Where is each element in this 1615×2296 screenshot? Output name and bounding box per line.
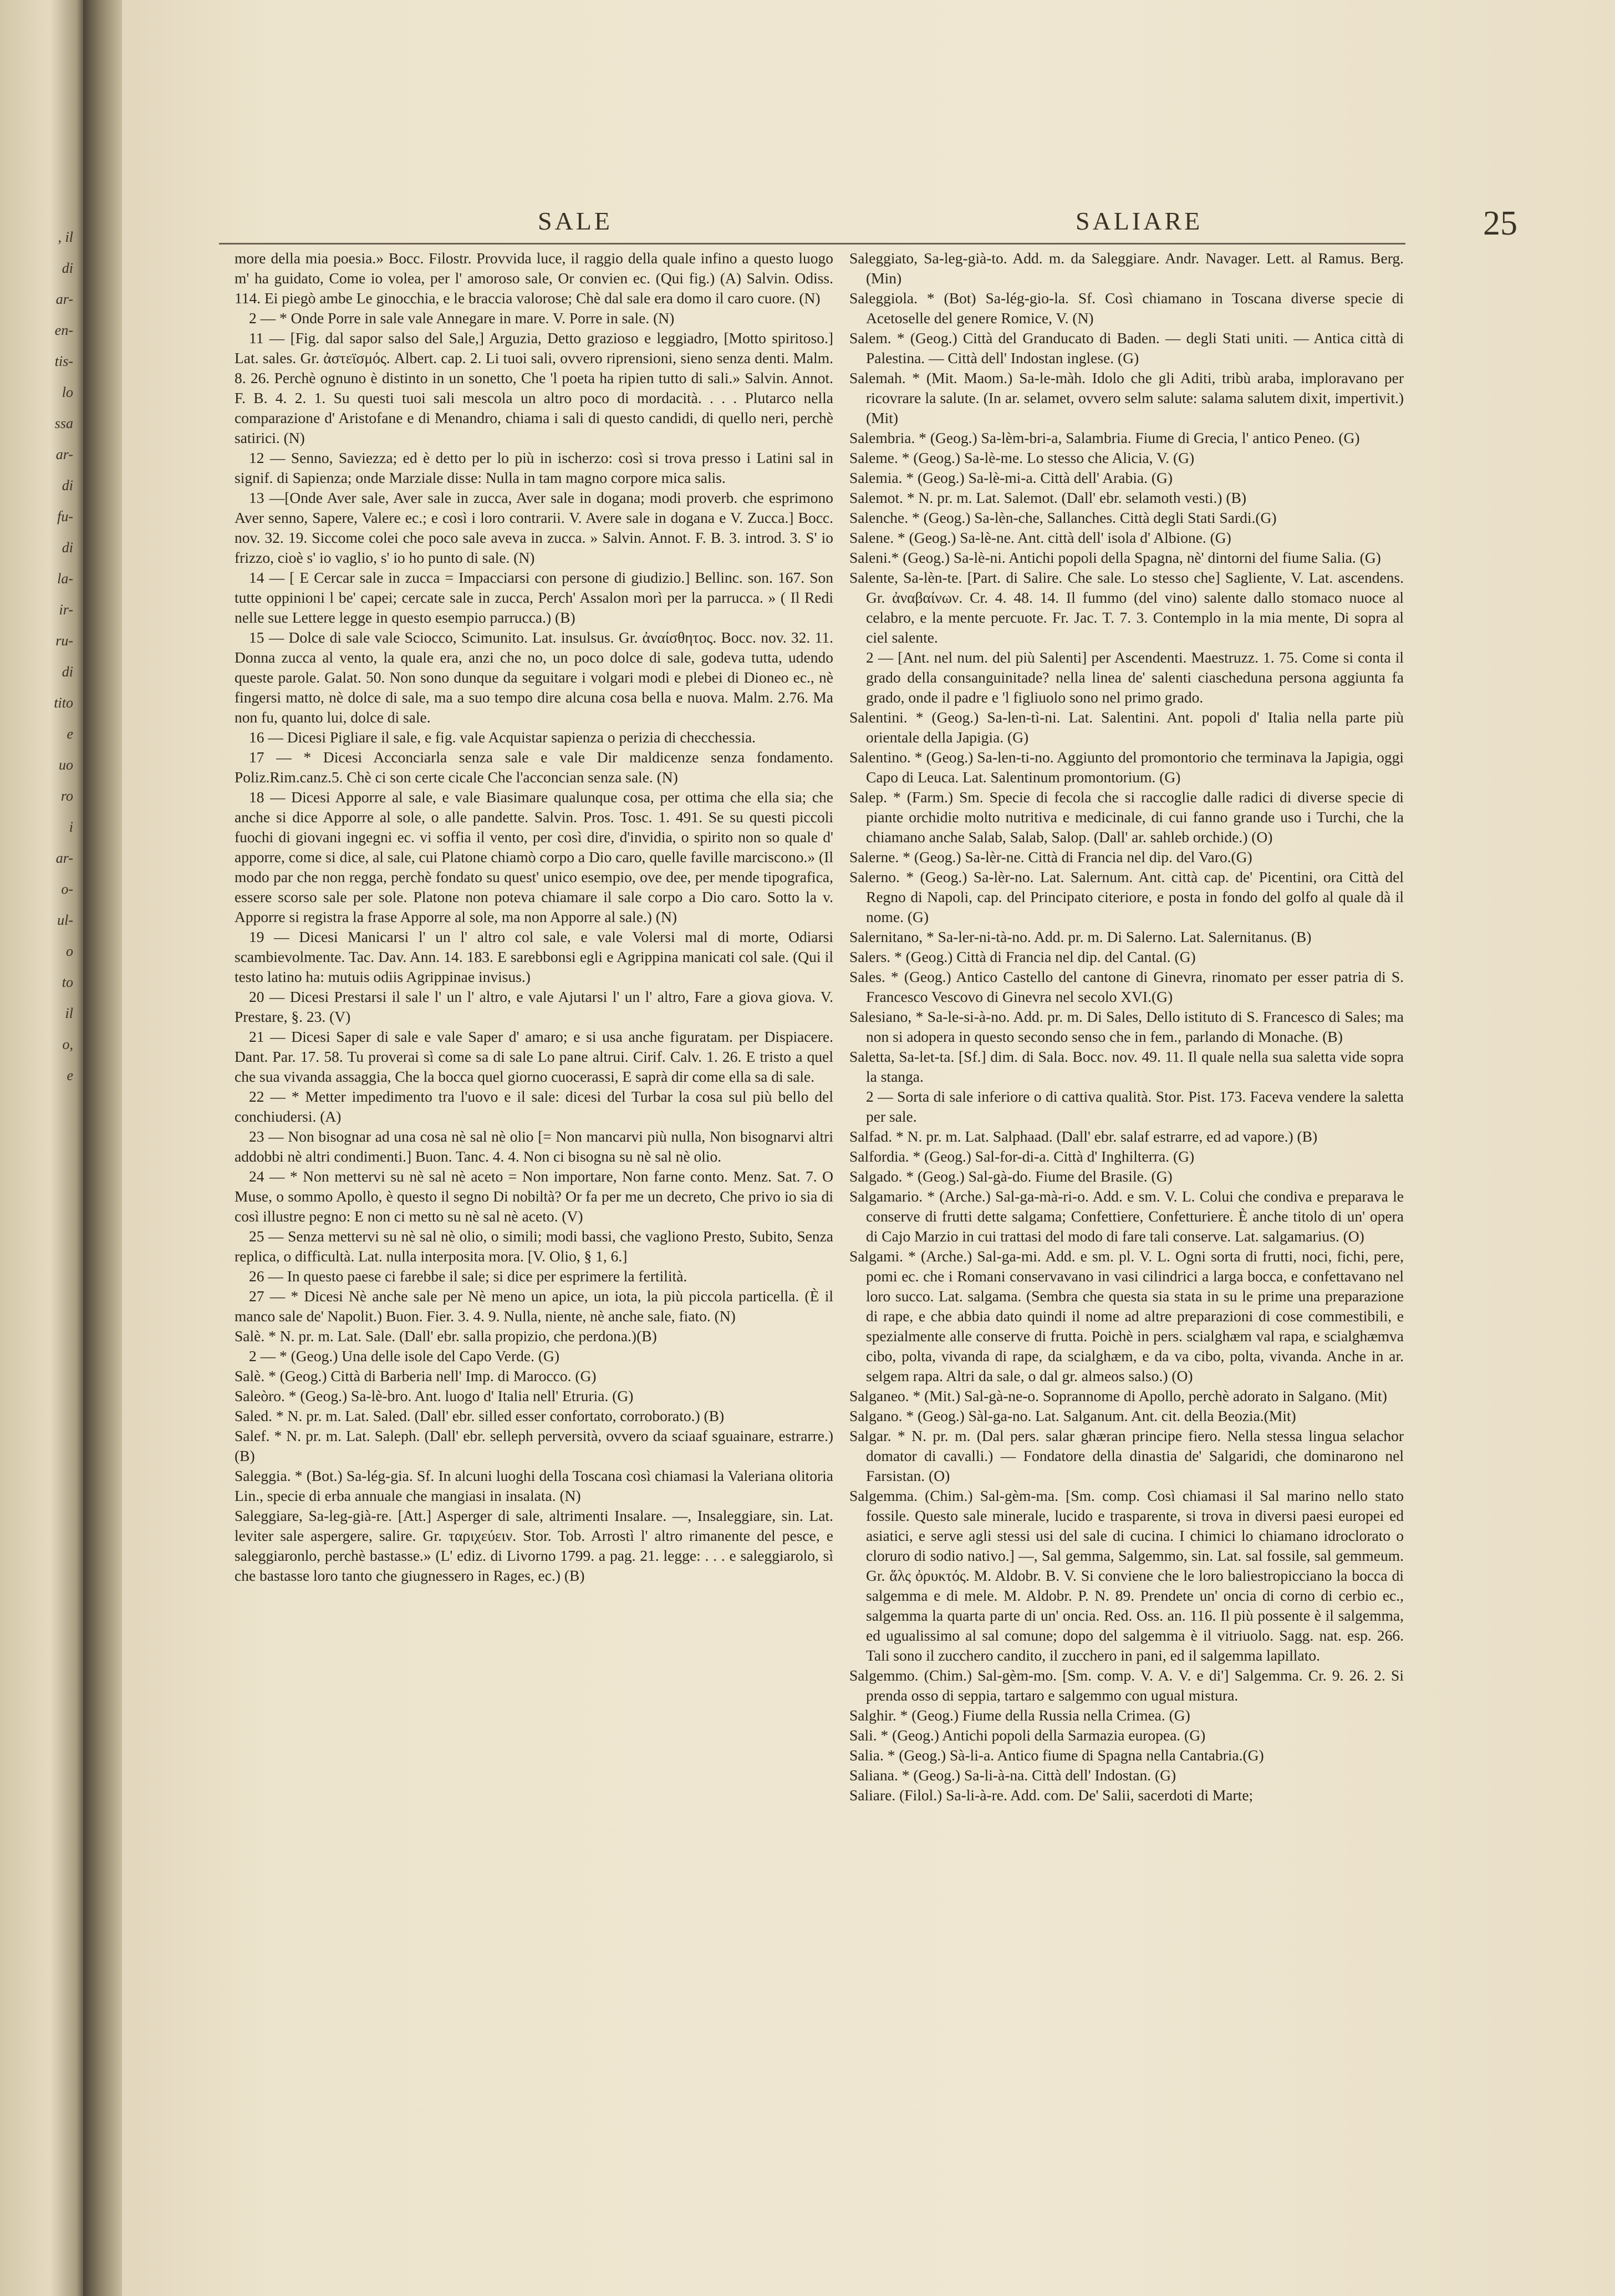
facing-page-text-fragment: ul-	[57, 912, 73, 928]
entry-paragraph: Saleggiare, Sa-leg-già-re. [Att.] Asperger di sale, altrimenti Insalare. —, Insaleggiare, sin. Lat. leviter sale aspergere, salire. Gr. ταριχεύειν. Stor. Tob. Arrostì l' altro rimanente del pesce, e saleggiaronlo, perchè bastasse.» (L' ediz. di Livorno 1799. a pag. 21. legge: . . . e saleggiarolo, sì che bastasse loro tanto che giugnessero in Rages, ec.) (B)	[235, 1507, 833, 1584]
entry-paragraph: Salemah. * (Mit. Maom.) Sa-le-màh. Idolo che gli Aditi, tribù araba, imploravano per ricovrare la salute. (In ar. selamet, ovvero selm salute: salama salutem dixit, impertivit.) (Mit)	[849, 369, 1404, 426]
facing-page-text-fragment: o-	[61, 881, 73, 897]
entry-paragraph: Salers. * (Geog.) Città di Francia nel dip. del Cantal. (G)	[849, 948, 1196, 965]
facing-page-text-fragment: o	[66, 943, 73, 959]
entry-paragraph: Salesiano, * Sa-le-si-à-no. Add. pr. m. Di Sales, Dello istituto di S. Francesco di Sales; ma non si adopera in questo secondo senso che in fem., parlando di Monache. (B)	[849, 1008, 1404, 1045]
page-number: 25	[1483, 205, 1517, 242]
entry-paragraph: Saled. * N. pr. m. Lat. Saled. (Dall' ebr. silled esser confortato, corroborato.) (B)	[235, 1407, 725, 1424]
entry-paragraph: Salfordia. * (Geog.) Sal-for-di-a. Città d' Inghilterra. (G)	[849, 1148, 1195, 1165]
entry-paragraph: Salia. * (Geog.) Sà-li-a. Antico fiume di Spagna nella Cantabria.(G)	[849, 1747, 1264, 1764]
entry-paragraph: Salentini. * (Geog.) Sa-len-tì-ni. Lat. Salentini. Ant. popoli d' Italia nella parte più orientale della Japigia. (G)	[849, 709, 1404, 746]
facing-page-text-fragment: il	[65, 1005, 73, 1021]
entry-paragraph: Saliare. (Filol.) Sa-li-à-re. Add. com. De' Salii, sacerdoti di Marte;	[849, 1786, 1254, 1804]
entry-paragraph: Saletta, Sa-let-ta. [Sf.] dim. di Sala. Bocc. nov. 49. 11. Il quale nella sua saletta vide sopra la stanga.	[849, 1048, 1404, 1085]
entry-paragraph: 21 — Dicesi Saper di sale e vale Saper d' amaro; e si usa anche figuratam. per Dispiacere. Dant. Par. 17. 58. Tu proverai sì come sa di sale Lo pane altrui. Cirif. Calv. 1. 26. E tristo a quel che sua vivanda assaggia, Che la bocca quel giorno cuocerassi, E saprà dir come ella sa di sale.	[235, 1028, 833, 1085]
entry-paragraph: Salganeo. * (Mit.) Sal-gà-ne-o. Soprannome di Apollo, perchè adorato in Salgano. (Mit)	[849, 1387, 1387, 1404]
entry-paragraph: Saleme. * (Geog.) Sa-lè-me. Lo stesso che Alicia, V. (G)	[849, 449, 1195, 466]
entry-paragraph: Saliana. * (Geog.) Sa-li-à-na. Città dell' Indostan. (G)	[849, 1766, 1176, 1784]
entry-paragraph: 2 — * Onde Porre in sale vale Annegare in mare. V. Porre in sale. (N)	[249, 309, 675, 327]
entry-paragraph: Salfad. * N. pr. m. Lat. Salphaad. (Dall' ebr. salaf estrarre, ed ad vapore.) (B)	[849, 1128, 1318, 1145]
facing-page-text-fragment: uo	[59, 757, 73, 773]
facing-page-text-fragment: tis-	[54, 353, 73, 369]
entry-paragraph: 27 — * Dicesi Nè anche sale per Nè meno un apice, un iota, la più piccola particella. (È il manco sale de' Napolit.) Buon. Fier. 3. 4. 9. Nulla, niente, nè anche sale, fiato. (N)	[235, 1287, 833, 1325]
entry-paragraph: 2 — Sorta di sale inferiore o di cattiva qualità. Stor. Pist. 173. Faceva vendere la saletta per sale.	[866, 1088, 1404, 1125]
facing-page-text-fragment: di	[62, 260, 73, 276]
entry-paragraph: 2 — [Ant. nel num. del più Salenti] per Ascendenti. Maestruzz. 1. 75. Come si conta il grado della consanguinitade? nella linea de' salenti ciascheduna persona aggiunta fa grado, onde il padre e 'l figliuolo sono nel primo grado.	[866, 649, 1404, 706]
entry-paragraph: 14 — [ E Cercar sale in zucca = Impacciarsi con persone di giudizio.] Bellinc. son. 167. Son tutte oppinioni l be' capei; cercate sale in zucca, Perch' Assalon morì per la parrucca. » ( Il Redi nelle sue Lettere legge in questo esempio parrucca.) (B)	[235, 569, 833, 626]
entry-paragraph: Salemot. * N. pr. m. Lat. Salemot. (Dall' ebr. selamoth vesti.) (B)	[849, 489, 1247, 506]
facing-page-text-fragment: ar-	[55, 850, 73, 866]
facing-page-text-fragment: di	[62, 539, 73, 556]
facing-page-text-fragment: ssa	[54, 415, 73, 431]
entry-paragraph: Salene. * (Geog.) Sa-lè-ne. Ant. città dell' isola d' Albione. (G)	[849, 529, 1231, 546]
entry-paragraph: 25 — Senza mettervi su nè sal nè olio, o simili; modi bassi, che vagliono Presto, Subito, Senza replica, o difficultà. Lat. nulla interposita mora. [V. Olio, § 1, 6.]	[235, 1228, 833, 1265]
entry-paragraph: Salgami. * (Arche.) Sal-ga-mi. Add. e sm. pl. V. L. Ogni sorta di frutti, noci, fichi, pere, pomi ec. che i Romani conservavano in vasi cilindrici a larga bocca, e confettavano nel loro succo. Lat. salgama. (Sembra che questa sia stata in su le prime una preparazione di rape, e che abbia dato quindi il nome ad altre preparazioni di cose commestibili, e spezialmente alle conserve di frutta. Poichè in pers. scialghæm val rapa, e scialghæmva cibo, polta, vivanda di rape, da scialghæm, e da va cibo, polta, vivanda. Anche in ar. selgem rapa. Altri da sale, o dal gr. almeos salso.) (O)	[849, 1248, 1404, 1384]
facing-page-text-fragment: ir-	[59, 602, 73, 618]
entry-paragraph: Salgemmo. (Chim.) Sal-gèm-mo. [Sm. comp. V. A. V. e di'] Salgemma. Cr. 9. 26. 2. Si prenda osso di seppia, tartaro e salgemmo con ugual mistura.	[849, 1667, 1404, 1704]
entry-paragraph: Salgado. * (Geog.) Sal-gà-do. Fiume del Brasile. (G)	[849, 1168, 1173, 1185]
facing-page-text-fragment: en-	[54, 322, 73, 338]
entry-paragraph: Saleggiato, Sa-leg-già-to. Add. m. da Saleggiare. Andr. Navager. Lett. al Ramus. Berg. (Min)	[849, 250, 1404, 287]
facing-page-text-fragment: ar-	[55, 446, 73, 462]
entry-paragraph: 20 — Dicesi Prestarsi il sale l' un l' altro, e vale Ajutarsi l' un l' altro, Fare a giova giova. V. Prestare, §. 23. (V)	[235, 988, 833, 1025]
facing-page-text-fragment: di	[62, 664, 73, 680]
entry-paragraph: Salgamario. * (Arche.) Sal-ga-mà-ri-o. Add. e sm. V. L. Colui che condiva e preparava le conserve di frutti dette salgama; Confettiere, Confetturiere. È anche titolo di un' opera di Cajo Marzio in cui trattasi del modo di fare tali conserve. Lat. salgamarius. (O)	[849, 1188, 1404, 1245]
entry-paragraph: 18 — Dicesi Apporre al sale, e vale Biasimare qualunque cosa, per ottima che ella sia; che anche si dice Apporre al sole, o alle pandette. Salvin. Pros. Tosc. 1. 491. Se su questi piccoli fuochi di giovani ingegni ec. vi soffia il vento, per così dire, d'invidia, o spirito non so quale d' apporre, come si dice, al sale, cui Platone chiamò corpo a Dio caro, quelle faville marciscono.» (Il modo par che non regga, perchè fondato su quest' unico esempio, ove dee, per mende tipografica, essere scorso sale per sole. Platone non poteva chiamare il sale corpo a Dio caro. Sotto la v. Apporre si registra la frase Apporre al sole, ma non Apporre al sale.) (N)	[235, 788, 833, 925]
facing-page-text-fragment: o,	[62, 1036, 73, 1052]
entry-paragraph: Salgemma. (Chim.) Sal-gèm-ma. [Sm. comp. Così chiamasi il Sal marino nello stato fossile. Questo sale minerale, lucido e trasparente, si trova in diversi paesi europei ed asiatici, e serve agli stessi usi del sale di cucina. I chimici lo chiamano idroclorato o cloruro di sodio nativo.] —, Sal gemma, Salgemmo, sin. Lat. sal fossile, sal gemmeum. Gr. ἅλς ὀρυκτός. M. Aldobr. B. V. Si conviene che le loro baliestropicciano la bocca di salgemma e di mele. M. Aldobr. P. N. 89. Prendete un' oncia di corno di cerbio ec., salgemma la quarta parte di un' oncia. Red. Oss. an. 116. Il più possente è il salgemma, ed ugualissimo al sal comune; dopo del salgemma è il vitriuolo. Sagg. nat. esp. 266. Tali sono il zucchero candito, il zucchero in pani, ed il salgemma lapillato.	[849, 1487, 1404, 1664]
entry-paragraph: Saleggiola. * (Bot) Sa-lég-gio-la. Sf. Così chiamano in Toscana diverse specie di Acetoselle del genere Romice, V. (N)	[849, 289, 1404, 327]
entry-paragraph: Salembria. * (Geog.) Sa-lèm-bri-a, Salambria. Fiume di Grecia, l' antico Peneo. (G)	[849, 429, 1360, 446]
entry-paragraph: Salem. * (Geog.) Città del Granducato di Baden. — degli Stati uniti. — Antica città di Palestina. — Città dell' Indostan inglese. (G)	[849, 329, 1404, 366]
entry-paragraph: 19 — Dicesi Manicarsi l' un l' altro col sale, e vale Volersi mal di morte, Odiarsi scambievolmente. Tac. Dav. Ann. 14. 183. E sarebbonsi egli e Agrippina manicati col sale. (Qui il testo latino ha: mutuis odiis Agrippinae invisus.)	[235, 928, 833, 985]
entry-paragraph: 15 — Dolce di sale vale Sciocco, Scimunito. Lat. insulsus. Gr. ἀναίσθητος. Bocc. nov. 32. 11. Donna zucca al vento, la quale era, anzi che no, un poco dolce di sale, godeva tutta, udendo queste parole. Galat. 50. Non sono dunque da seguitare i volgari modi e plebei di Dioneo ec., nè fingersi matto, nè dolce di sale, ma a suo tempo dire alcuna cosa bella e nuova. Malm. 2.76. Ma non fu, quanto lui, dolce di sale.	[235, 629, 833, 726]
entry-paragraph: 23 — Non bisognar ad una cosa nè sal nè olio [= Non mancarvi più nulla, Non bisognarvi altri addobbi nè altri condimenti.] Buon. Tanc. 4. 4. Non ci bisogna su nè sal nè olio.	[235, 1128, 833, 1165]
entry-paragraph: Salerne. * (Geog.) Sa-lèr-ne. Città di Francia nel dip. del Varo.(G)	[849, 848, 1252, 866]
entry-paragraph: 12 — Senno, Saviezza; ed è detto per lo più in ischerzo: così si trova presso i Latini sal in signif. di Sapienza; onde Marziale disse: Nulla in tam magno corpore mica salis.	[235, 449, 833, 486]
entry-paragraph: Salè. * (Geog.) Città di Barberia nell' Imp. di Marocco. (G)	[235, 1367, 597, 1384]
entry-paragraph: 24 — * Non mettervi su nè sal nè aceto = Non importare, Non farne conto. Menz. Sat. 7. O Muse, o sommo Apollo, è questo il segno Di nobiltà? Or fa per me un decreto, Che privo io sia di così illustre pegno: E non ci metto su nè sal nè aceto. (V)	[235, 1168, 833, 1225]
facing-page-edge	[0, 0, 83, 2296]
entry-paragraph: Salgano. * (Geog.) Sàl-ga-no. Lat. Salganum. Ant. cit. della Beozia.(Mit)	[849, 1407, 1296, 1424]
running-head-center: SALIARE	[1076, 207, 1203, 235]
facing-page-text-fragment: ro	[60, 788, 73, 804]
facing-page-text-fragment: lo	[62, 384, 73, 400]
entry-paragraph: 22 — * Metter impedimento tra l'uovo e il sale: dicesi del Turbar la cosa sul più bello del conchiudersi. (A)	[235, 1088, 833, 1125]
facing-page-text-fragment: e	[67, 1067, 73, 1083]
running-head-left: SALE	[538, 207, 613, 235]
left-column	[235, 248, 833, 1586]
entry-paragraph: Salenche. * (Geog.) Sa-lèn-che, Sallanches. Città degli Stati Sardi.(G)	[849, 509, 1277, 526]
dictionary-page	[122, 0, 1615, 2296]
entry-paragraph: 26 — In questo paese ci farebbe il sale; si dice per esprimere la fertilità.	[249, 1267, 687, 1285]
entry-paragraph: 16 — Dicesi Pigliare il sale, e fig. vale Acquistar sapienza o perizia di checchessia.	[249, 729, 756, 746]
facing-page-text-fragment: fu-	[57, 508, 73, 525]
entry-paragraph: Salghir. * (Geog.) Fiume della Russia nella Crimea. (G)	[849, 1707, 1190, 1724]
entry-paragraph: Saleni.* (Geog.) Sa-lè-ni. Antichi popoli della Spagna, nè' dintorni del fiume Salia. (G)	[849, 549, 1381, 566]
entry-paragraph: Saleòro. * (Geog.) Sa-lè-bro. Ant. luogo d' Italia nell' Etruria. (G)	[235, 1387, 634, 1404]
entry-paragraph: 2 — * (Geog.) Una delle isole del Capo Verde. (G)	[249, 1347, 560, 1365]
facing-page-text-fragment: , il	[58, 229, 73, 245]
entry-paragraph: Sales. * (Geog.) Antico Castello del cantone di Ginevra, rinomato per esser patria di S. Francesco Vescovo di Ginevra nel secolo XVI.(G)	[849, 968, 1404, 1005]
right-column	[849, 248, 1404, 1805]
entry-paragraph: 11 — [Fig. dal sapor salso del Sale,] Arguzia, Detto grazioso e leggiadro, [Motto spiritoso.] Lat. sales. Gr. ἀστεϊσμός. Albert. cap. 2. Li tuoi sali, ovvero riprensioni, sieno senza denti. Malm. 8. 26. Perchè ognuno è distinto in un sonetto, Che 'l poeta ha ripien tutto di sali.» Salvin. Annot. F. B. 4. 2. 1. Su questi tuoi sali mescola un altro poco di mordacità. . . . Plutarco nella comparazione d' Aristofane e di Menandro, chiama i sali di questo candidi, di quello neri, perchè satirici. (N)	[235, 329, 833, 446]
entry-paragraph: more della mia poesia.» Bocc. Filostr. Provvida luce, il raggio della quale infino a questo luogo m' ha guidato, Come io volea, per l' amoroso sale, Or convien ec. (Qui fig.) (A) Salvin. Odiss. 114. Ei piegò ambe Le ginocchia, e le braccia valorose; Chè dal sale era domo il caro cuore. (N)	[235, 250, 833, 307]
facing-page-text-fragment: di	[62, 477, 73, 493]
entry-paragraph: Salente, Sa-lèn-te. [Part. di Salire. Che sale. Lo stesso che] Sagliente, V. Lat. ascendens. Gr. ἀναβαίνων. Cr. 4. 48. 14. Il fummo (del vino) salente dallo stomaco nuoce al celabro, e la mente percuote. Fr. Jac. T. 7. 3. Contemplo in la mia mente, Di sopra al ciel salente.	[849, 569, 1404, 646]
entry-paragraph: Salernitano, * Sa-ler-ni-tà-no. Add. pr. m. Di Salerno. Lat. Salernitanus. (B)	[849, 928, 1312, 945]
entry-paragraph: Salep. * (Farm.) Sm. Specie di fecola che si raccoglie dalle radici di diverse specie di piante orchidie molto nutritiva e medicinale, di cui fanno grande uso i Turchi, che la chiamano anche Salab, Salab, Salop. (Dall' ar. sahleb orchide.) (O)	[849, 788, 1404, 846]
entry-paragraph: Salerno. * (Geog.) Sa-lèr-no. Lat. Salernum. Ant. città cap. de' Picentini, ora Città del Regno di Napoli, cap. del Principato citeriore, e posta in fondo del golfo al quale dà il nome. (G)	[849, 868, 1404, 925]
facing-page-text-fragment: to	[62, 974, 73, 990]
entry-paragraph: Salemia. * (Geog.) Sa-lè-mi-a. Città dell' Arabia. (G)	[849, 469, 1173, 486]
facing-page-text-fragment: e	[67, 726, 73, 742]
facing-page-text-fragment: tito	[54, 695, 73, 711]
header-rule	[219, 243, 1405, 245]
entry-paragraph: Saleggia. * (Bot.) Sa-lég-gia. Sf. In alcuni luoghi della Toscana così chiamasi la Valeriana olitoria Lin., specie di erba annuale che mangiasi in insalata. (N)	[235, 1467, 833, 1504]
facing-page-text-fragment: ru-	[55, 633, 73, 649]
entry-paragraph: Sali. * (Geog.) Antichi popoli della Sarmazia europea. (G)	[849, 1727, 1206, 1744]
facing-page-text-fragment: la-	[57, 571, 73, 587]
entry-paragraph: Salef. * N. pr. m. Lat. Saleph. (Dall' ebr. selleph perversità, ovvero da sciaaf sguainare, estrarre.) (B)	[235, 1427, 833, 1464]
book-gutter	[83, 0, 122, 2296]
entry-paragraph: 13 —[Onde Aver sale, Aver sale in zucca, Aver sale in dogana; modi proverb. che esprimono Aver senno, Sapere, Valere ec.; e così i loro contrarii. V. Avere sale in dogana e V. Zucca.] Bocc. nov. 32. 19. Siccome colei che poco sale aveva in zucca. » Salvin. Annot. F. B. 3. introd. 3. S' io frizzo, cioè s' io vaglio, s' io ho punto di sale. (N)	[235, 489, 833, 566]
facing-page-text-fragment: ar-	[55, 291, 73, 307]
facing-page-text-fragment: i	[69, 819, 73, 835]
entry-paragraph: 17 — * Dicesi Acconciarla senza sale e vale Dir maldicenze senza fondamento. Poliz.Rim.canz.5. Chè ci son certe cicale Che l'acconcian senza sale. (N)	[235, 749, 833, 786]
entry-paragraph: Salgar. * N. pr. m. (Dal pers. salar ghæran principe fiero. Nella stessa lingua selachor domator di cavalli.) — Fondatore della dinastia de' Salgaridi, che dominarono nel Farsistan. (O)	[849, 1427, 1404, 1484]
entry-paragraph: Salentino. * (Geog.) Sa-len-ti-no. Aggiunto del promontorio che terminava la Japigia, oggi Capo di Leuca. Lat. Salentinum promontorium. (G)	[849, 749, 1404, 786]
entry-paragraph: Salè. * N. pr. m. Lat. Sale. (Dall' ebr. salla propizio, che perdona.)(B)	[235, 1327, 657, 1345]
